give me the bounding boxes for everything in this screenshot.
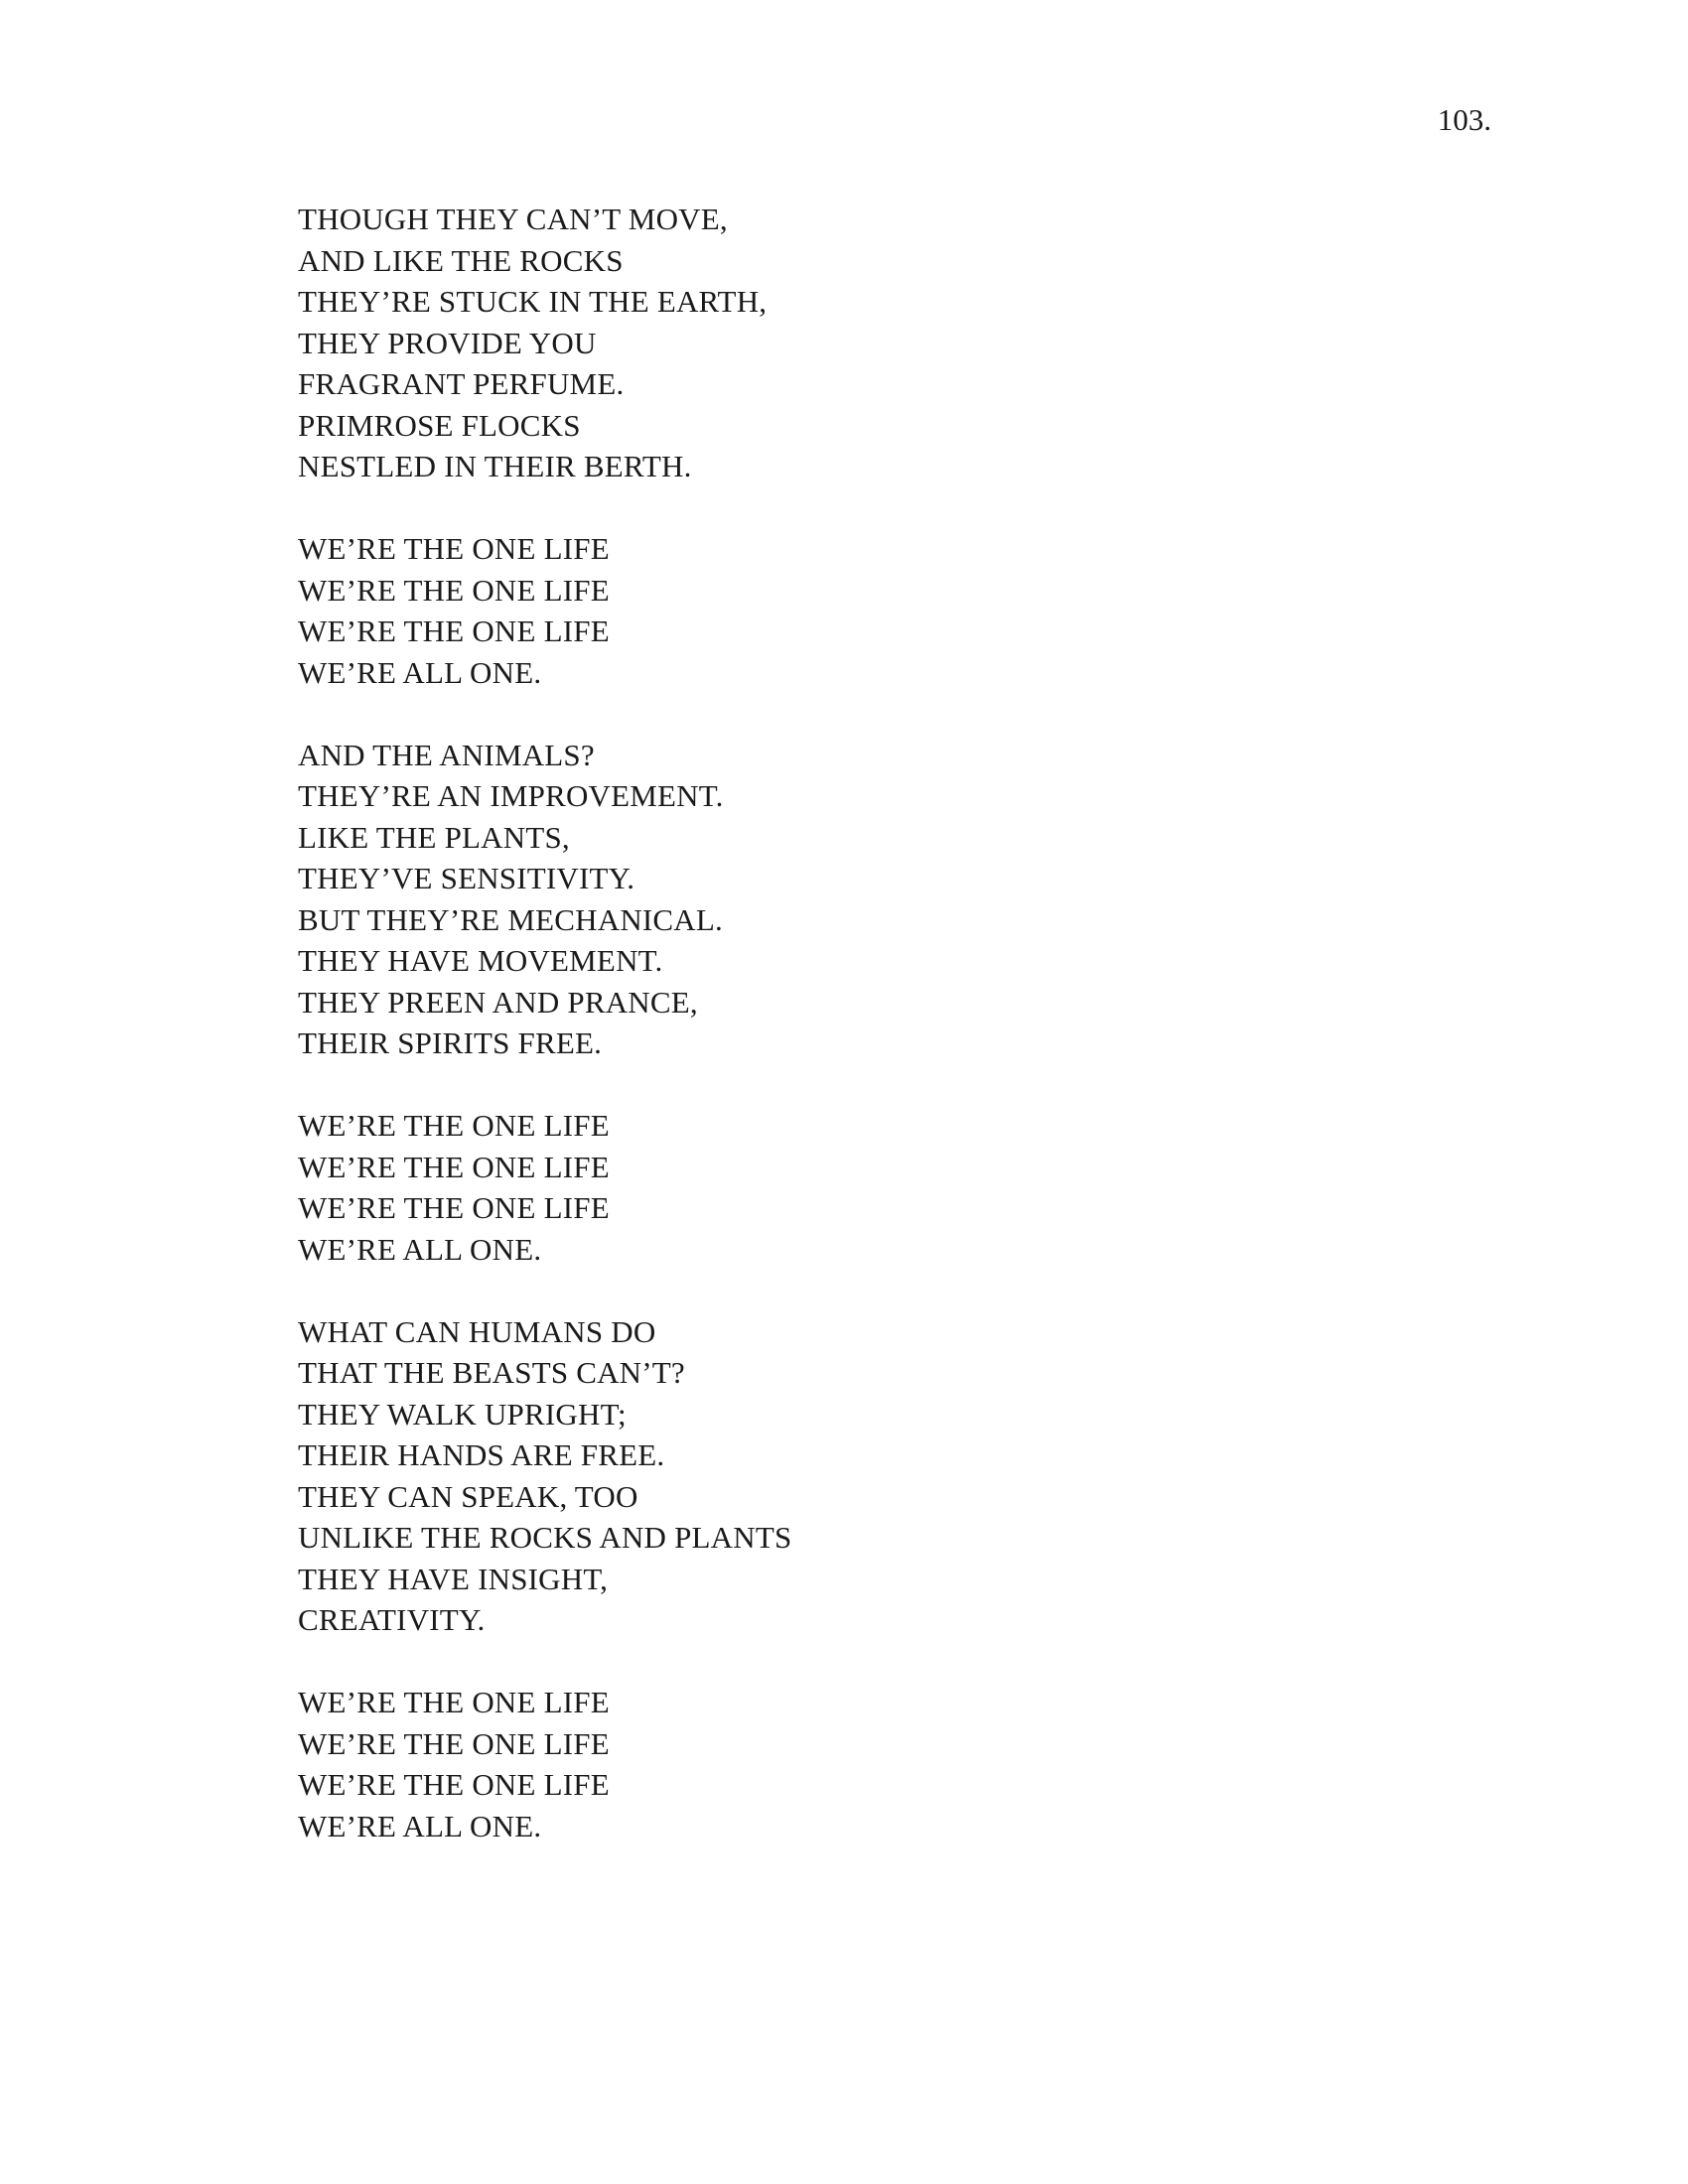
lyric-line: WE’RE THE ONE LIFE <box>298 1149 610 1184</box>
lyric-line: THEIR SPIRITS FREE. <box>298 1025 603 1060</box>
lyric-line: WE’RE THE ONE LIFE <box>298 531 610 566</box>
lyric-line: THOUGH THEY CAN’T MOVE, <box>298 202 728 236</box>
lyric-line: WE’RE THE ONE LIFE <box>298 572 610 608</box>
lyric-line: THEY PREEN AND PRANCE, <box>298 984 698 1020</box>
lyric-line: WHAT CAN HUMANS DO <box>298 1313 656 1349</box>
lyric-line: WE’RE THE ONE LIFE <box>298 1108 610 1143</box>
stanza-verse-2 <box>298 735 1390 1064</box>
lyric-line: WE’RE ALL ONE. <box>298 654 542 690</box>
lyric-line: WE’RE THE ONE LIFE <box>298 1190 610 1225</box>
lyric-line: LIKE THE PLANTS, <box>298 819 570 855</box>
lyric-line: CREATIVITY. <box>298 1602 486 1637</box>
stanza-verse-3 <box>298 1311 1390 1641</box>
lyric-line: UNLIKE THE ROCKS AND PLANTS <box>298 1520 792 1555</box>
lyric-line: NESTLED IN THEIR BERTH. <box>298 449 692 483</box>
lyric-line: THAT THE BEASTS CAN’T? <box>298 1355 685 1390</box>
lyric-line: THEY WALK UPRIGHT; <box>298 1396 627 1432</box>
stanza-chorus-1 <box>298 528 1390 693</box>
lyric-line: THEY CAN SPEAK, TOO <box>298 1478 638 1514</box>
lyric-line: THEY HAVE INSIGHT, <box>298 1561 609 1596</box>
lyric-line: THEIR HANDS ARE FREE. <box>298 1437 665 1472</box>
lyric-line: PRIMROSE FLOCKS <box>298 407 581 443</box>
lyric-line: THEY PROVIDE YOU <box>298 325 597 360</box>
stanza-chorus-3 <box>298 1682 1390 1846</box>
lyric-line: AND LIKE THE ROCKS <box>298 242 624 278</box>
stanza-verse-1 <box>298 199 1390 487</box>
lyric-line: AND THE ANIMALS? <box>298 737 595 772</box>
lyric-line: THEY’RE STUCK IN THE EARTH, <box>298 284 768 319</box>
lyric-line: THEY’VE SENSITIVITY. <box>298 861 635 895</box>
lyric-line: THEY HAVE MOVEMENT. <box>298 943 663 978</box>
lyric-line: WE’RE THE ONE LIFE <box>298 1725 610 1761</box>
lyric-line: BUT THEY’RE MECHANICAL. <box>298 901 723 937</box>
page-number: 103. <box>1437 102 1491 137</box>
stanza-chorus-2 <box>298 1105 1390 1270</box>
lyric-line: WE’RE THE ONE LIFE <box>298 1767 610 1802</box>
lyric-line: WE’RE ALL ONE. <box>298 1231 542 1267</box>
lyric-line: WE’RE ALL ONE. <box>298 1808 542 1843</box>
lyric-line: WE’RE THE ONE LIFE <box>298 614 610 648</box>
lyrics-block <box>298 199 1390 1888</box>
lyric-line: WE’RE THE ONE LIFE <box>298 1685 610 1719</box>
lyric-line: FRAGRANT PERFUME. <box>298 366 625 401</box>
lyric-line: THEY’RE AN IMPROVEMENT. <box>298 778 724 813</box>
